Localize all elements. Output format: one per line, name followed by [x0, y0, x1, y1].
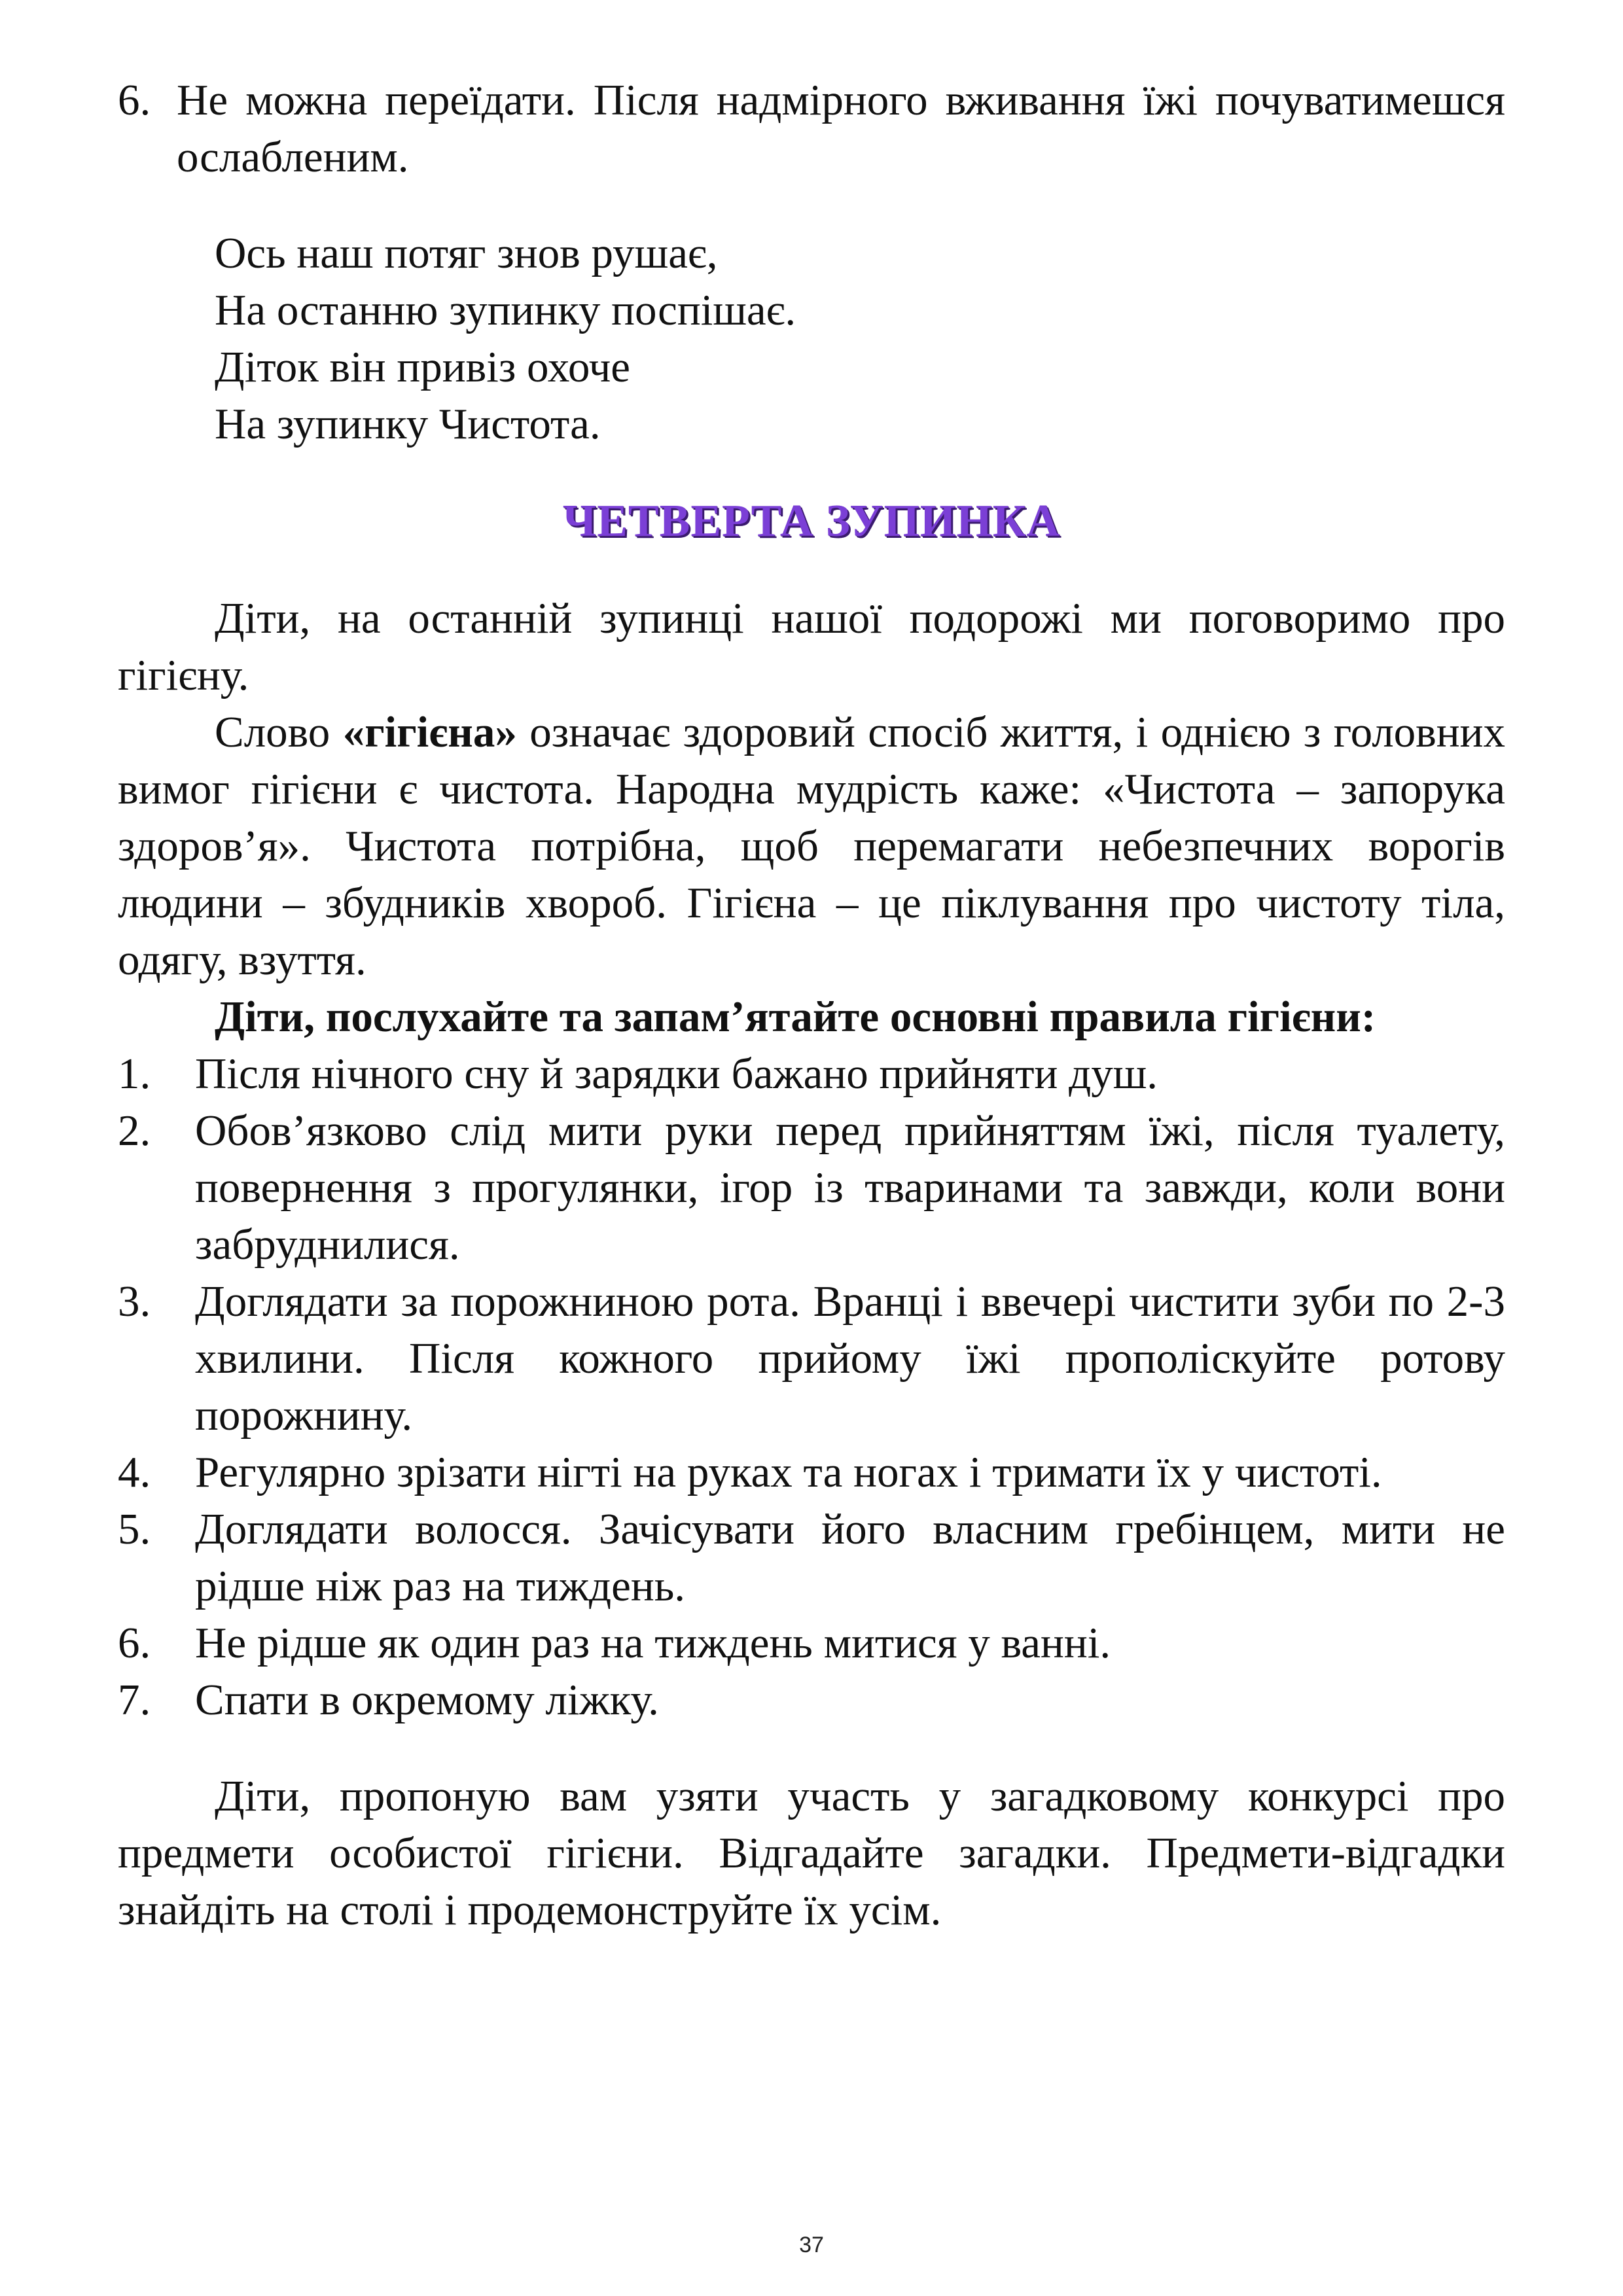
- poem-line: На останню зупинку поспішає.: [215, 286, 796, 334]
- list-item: [118, 1672, 1505, 1729]
- list-number: 6.: [118, 1619, 151, 1667]
- page-number: 37: [799, 2233, 824, 2257]
- definition-paragraph: [118, 704, 1505, 989]
- definition-after: означає здоровий спосіб життя, і однією з головних вимог гігієни є чистота. Народна мудрість каже: «Чистота – запорука здоров’я». Чистота потрібна, щоб перемагати небезпечних ворогів людини – збудників хвороб. Гігієна – це піклування про чистоту тіла, одягу, взуття.: [118, 708, 1505, 984]
- top-list: [118, 72, 1505, 186]
- document-page: [118, 72, 1505, 1939]
- list-item: [118, 1444, 1505, 1501]
- poem: [215, 225, 1505, 453]
- section-heading: ЧЕТВЕРТА ЗУПИНКА: [562, 496, 1061, 546]
- list-text: Після нічного сну й зарядки бажано прийняти душ.: [195, 1050, 1158, 1098]
- rules-list: [118, 1046, 1505, 1729]
- spacer: [118, 1729, 1505, 1768]
- list-number: 6.: [118, 76, 151, 124]
- definition-before: Слово: [215, 708, 343, 756]
- list-item: [118, 1501, 1505, 1615]
- definition-term: «гігієна»: [342, 708, 517, 756]
- list-text: Не можна переїдати. Після надмірного вживання їжі почуватимешся ослабленим.: [177, 76, 1505, 181]
- list-number: 3.: [118, 1277, 151, 1326]
- list-number: 4.: [118, 1448, 151, 1496]
- rules-title: Діти, послухайте та запам’ятайте основні правила гігієни:: [215, 993, 1376, 1041]
- list-text: Обов’язково слід мити руки перед прийняттям їжі, після туалету, повернення з прогулянки, ігор із тваринами та завжди, коли вони забруднилися.: [195, 1106, 1505, 1269]
- list-text: Доглядати за порожниною рота. Вранці і ввечері чистити зуби по 2-3 хвилини. Після кожного прийому їжі прополіскуйте ротову порожнину.: [195, 1277, 1505, 1439]
- list-number: 2.: [118, 1106, 151, 1155]
- list-text: Спати в окремому ліжку.: [195, 1676, 659, 1724]
- list-item: [118, 1615, 1505, 1672]
- list-text: Регулярно зрізати нігті на руках та ногах і тримати їх у чистоті.: [195, 1448, 1382, 1496]
- list-item: [118, 72, 1505, 186]
- closing-paragraph: Діти, пропоную вам узяти участь у загадковому конкурсі про предмети особистої гігієни. Відгадайте загадки. Предмети-відгадки знайдіть на столі і продемонструйте їх усім.: [118, 1772, 1505, 1934]
- list-number: 1.: [118, 1050, 151, 1098]
- list-text: Доглядати волосся. Зачісувати його власним гребінцем, мити не рідше ніж раз на тиждень.: [195, 1505, 1505, 1610]
- list-item: [118, 1273, 1505, 1444]
- list-item: [118, 1103, 1505, 1273]
- poem-line: Ось наш потяг знов рушає,: [215, 229, 718, 277]
- list-number: 5.: [118, 1505, 151, 1553]
- list-text: Не рідше як один раз на тиждень митися у ванні.: [195, 1619, 1111, 1667]
- list-number: 7.: [118, 1676, 151, 1724]
- poem-line: Діток він привіз охоче: [215, 343, 631, 391]
- list-item: [118, 1046, 1505, 1103]
- poem-line: На зупинку Чистота.: [215, 400, 601, 448]
- intro-paragraph: Діти, на останній зупинці нашої подорожі ми поговоримо про гігієну.: [118, 594, 1505, 699]
